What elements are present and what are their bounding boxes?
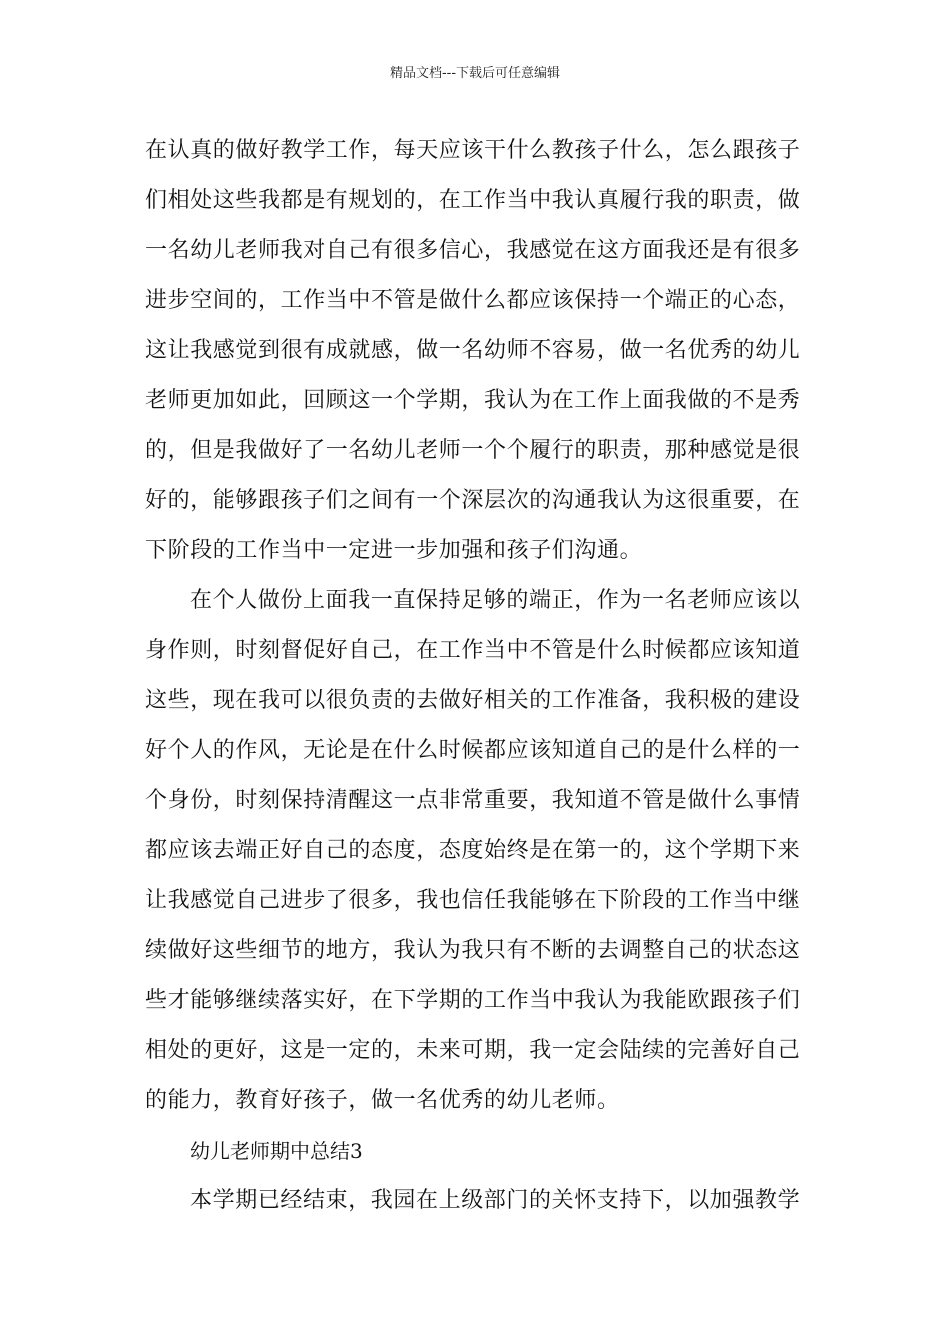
section-heading: 幼儿老师期中总结3 <box>190 1139 363 1163</box>
text-line: 进步空间的，工作当中不管是做什么都应该保持一个端正的心态， <box>145 288 801 313</box>
text-line: 的，但是我做好了一名幼儿老师一个个履行的职责，那种感觉是很 <box>145 438 801 463</box>
text-line: 相处的更好，这是一定的，未来可期，我一定会陆续的完善好自己 <box>145 1038 801 1063</box>
text-line: 老师更加如此，回顾这一个学期，我认为在工作上面我做的不是秀 <box>145 388 801 413</box>
text-line: 都应该去端正好自己的态度，态度始终是在第一的，这个学期下来 <box>145 838 801 863</box>
text-line: 本学期已经结束，我园在上级部门的关怀支持下，以加强教学 <box>190 1188 801 1213</box>
text-line: 续做好这些细节的地方，我认为我只有不断的去调整自己的状态这 <box>145 938 801 963</box>
page-header: 精品文档---下载后可任意编辑 <box>389 66 561 81</box>
text-line: 些才能够继续落实好，在下学期的工作当中我认为我能欧跟孩子们 <box>145 988 801 1013</box>
text-line: 的能力，教育好孩子，做一名优秀的幼儿老师。 <box>145 1088 620 1113</box>
text-line: 让我感觉自己进步了很多，我也信任我能够在下阶段的工作当中继 <box>145 888 801 913</box>
text-line: 下阶段的工作当中一定进一步加强和孩子们沟通。 <box>145 538 643 563</box>
text-line: 在个人做份上面我一直保持足够的端正，作为一名老师应该以 <box>190 588 801 613</box>
text-line: 一名幼儿老师我对自己有很多信心，我感觉在这方面我还是有很多 <box>145 238 801 263</box>
text-line: 们相处这些我都是有规划的，在工作当中我认真履行我的职责，做 <box>145 188 801 213</box>
text-line: 在认真的做好教学工作，每天应该干什么教孩子什么，怎么跟孩子 <box>145 138 801 163</box>
text-line: 这让我感觉到很有成就感，做一名幼师不容易，做一名优秀的幼儿 <box>145 338 801 363</box>
text-line: 好的，能够跟孩子们之间有一个深层次的沟通我认为这很重要，在 <box>145 488 801 513</box>
text-line: 好个人的作风，无论是在什么时候都应该知道自己的是什么样的一 <box>145 738 801 763</box>
text-line: 个身份，时刻保持清醒这一点非常重要，我知道不管是做什么事情 <box>145 788 801 813</box>
text-line: 这些，现在我可以很负责的去做好相关的工作准备，我积极的建设 <box>145 688 801 713</box>
text-line: 身作则，时刻督促好自己，在工作当中不管是什么时候都应该知道 <box>145 638 801 663</box>
